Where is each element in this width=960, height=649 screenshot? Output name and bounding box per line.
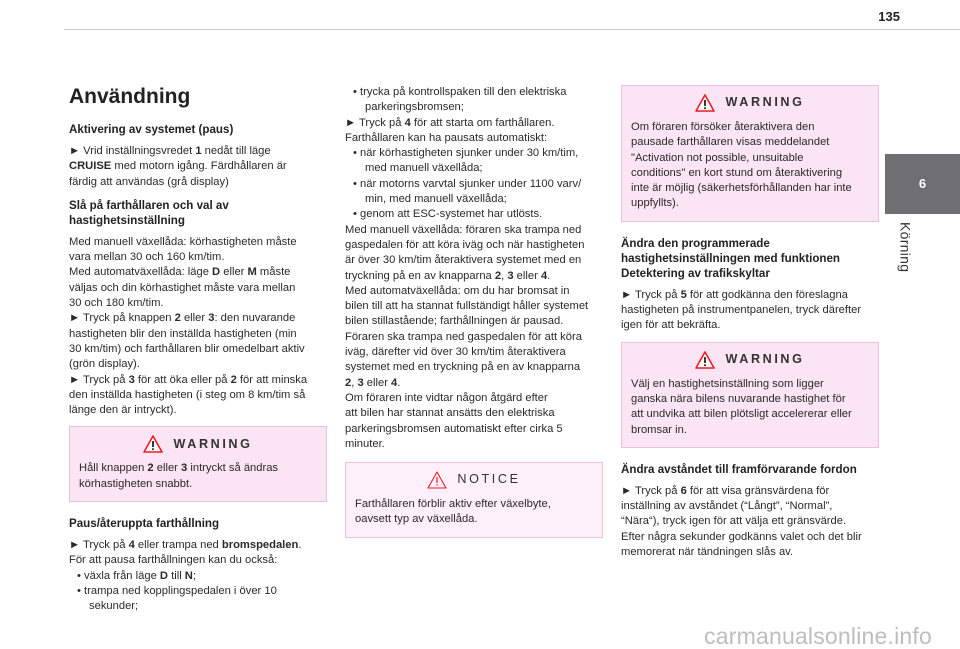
text-segment: med motorn igång. Färdhållaren är: [111, 160, 287, 173]
text-line: [621, 318, 879, 333]
bold-term: 4: [391, 376, 398, 389]
notice-triangle-icon: [427, 471, 447, 489]
warning-title: WARNING: [173, 436, 253, 451]
text-segment: för att godkänna den föreslagna: [686, 288, 848, 301]
bold-term: 4: [128, 539, 135, 552]
text-line: [69, 175, 327, 190]
section-traffic-sign-text: [621, 288, 879, 334]
text-line: [631, 196, 869, 211]
text-segment: Föraren ska trampa ned gaspedalen för att köra: [345, 330, 582, 343]
warning-title: WARNING: [725, 95, 805, 110]
text-segment: bilen till att ha stannat fullständigt håller systemet: [345, 300, 589, 313]
text-segment: pausade farthållaren visas meddelandet: [631, 136, 830, 149]
text-segment: eller trampa ned: [134, 539, 222, 552]
text-line: [345, 422, 603, 437]
text-line: [621, 484, 879, 499]
text-segment: vara mellan 30 och 160 km/tim.: [69, 251, 225, 264]
warning-box: [621, 342, 879, 448]
text-segment: för att starta om farthållaren.: [410, 116, 555, 129]
text-segment: ► Tryck på: [621, 484, 681, 497]
text-line: [345, 376, 603, 391]
text-line: [69, 538, 327, 553]
text-line: [69, 357, 327, 372]
bold-term: 3: [507, 269, 514, 282]
page-title: Användning: [69, 85, 191, 108]
bold-term: 3: [128, 373, 135, 386]
text-segment: bilen stillastående; farthållningen är pausad.: [345, 315, 564, 328]
text-line: [345, 177, 603, 192]
text-segment: måste: [256, 266, 291, 279]
text-segment: Med automatväxellåda: om du har bromsat in: [345, 284, 570, 297]
text-line: [631, 135, 869, 150]
text-line: [69, 311, 327, 326]
text-segment: “Nära“), tryck igen för att välja ett gränsvärde.: [621, 515, 847, 528]
text-segment: för att minska: [236, 373, 308, 386]
text-line: [631, 423, 869, 438]
column-2-text: [345, 85, 603, 452]
text-line: [69, 159, 327, 174]
text-line: [345, 223, 603, 238]
text-line: [69, 569, 327, 584]
section-traffic-sign-title: Ändra den programmerade hastighetsinställningen med funktionen Detektering av trafikskyltar: [621, 236, 841, 280]
notice-line: oavsett typ av växellåda.: [355, 513, 478, 526]
text-segment: hastigheten på instrumentpanelen, tryck därefter: [621, 304, 862, 317]
bold-term: 1: [195, 145, 202, 157]
section-distance-text: [621, 484, 879, 560]
warning-box: [621, 85, 879, 222]
text-line: [79, 461, 317, 476]
text-line: [345, 299, 603, 314]
text-segment: • trycka på kontrollspaken till den elektriska: [353, 86, 567, 98]
text-segment: ► Tryck på: [69, 539, 129, 552]
text-segment: parkeringsbromsen automatiskt efter cirka 5: [345, 422, 563, 435]
text-segment: (grön display).: [69, 358, 140, 371]
text-segment: systemet med en tryckning på en av knapparna: [345, 361, 581, 374]
text-line: [345, 269, 603, 284]
warning-triangle-icon: [143, 435, 163, 453]
text-line: [69, 373, 327, 388]
text-line: [345, 391, 603, 406]
text-segment: : den nuvarande: [214, 312, 296, 325]
text-segment: Välj en hastighetsinställning som ligger: [631, 377, 824, 390]
text-segment: Om föraren inte vidtar någon åtgärd efter: [345, 391, 548, 404]
text-segment: Med manuell växellåda: föraren ska trampa ned: [345, 223, 582, 236]
bold-term: M: [247, 266, 257, 279]
text-segment: med manuell växellåda;: [365, 162, 483, 175]
watermark: carmanualsonline.info: [704, 622, 932, 649]
text-segment: eller: [153, 462, 182, 475]
text-segment: bromsar in.: [631, 423, 687, 436]
text-segment: ;: [192, 569, 196, 582]
text-segment: länge den är intryckt).: [69, 404, 177, 417]
notice-title: NOTICE: [457, 472, 521, 487]
text-line: [631, 377, 869, 392]
text-line: [345, 116, 603, 131]
section-pause-text: [69, 538, 327, 614]
text-line: [345, 131, 603, 146]
chapter-label: Körning: [897, 222, 914, 273]
bold-term: 2: [494, 269, 502, 282]
column-1: [69, 80, 327, 615]
text-segment: är över 30 km/tim återaktivera systemet med en: [345, 254, 582, 267]
text-segment: memorerat när tändningen slås av.: [621, 546, 794, 559]
text-segment: • trampa ned kopplingspedalen i över 10: [77, 584, 277, 597]
text-line: [621, 288, 879, 303]
warning-title: WARNING: [725, 352, 805, 367]
section-pause-title: Paus/återuppta farthållning: [69, 517, 220, 531]
bold-term: 5: [680, 288, 687, 301]
text-line: [345, 437, 603, 452]
text-line: [621, 303, 879, 318]
text-segment: eller: [363, 376, 392, 389]
text-line: [345, 100, 603, 115]
text-line: [621, 530, 879, 545]
text-segment: • när körhastigheten sjunker under 30 km/tim,: [353, 147, 579, 160]
text-segment: körhastigheten snabbt.: [79, 477, 193, 490]
text-line: [621, 499, 879, 514]
bold-term: bromspedalen: [221, 539, 299, 552]
bold-term: D: [159, 569, 168, 582]
text-line: [621, 514, 879, 529]
text-line: [69, 144, 327, 159]
notice-text: [355, 497, 593, 528]
text-segment: sekunder;: [89, 600, 139, 613]
text-segment: ,: [351, 376, 358, 389]
text-segment: uppfyllts).: [631, 197, 679, 210]
text-segment: "Activation not possible, unsuitable: [631, 151, 804, 164]
text-segment: eller: [513, 269, 541, 282]
bold-term: 4: [404, 116, 411, 129]
text-segment: intryckt så ändras: [187, 462, 279, 475]
text-line: [345, 207, 603, 222]
text-line: [345, 345, 603, 360]
text-segment: att bilen har stannat ansätts den elektriska: [345, 407, 555, 420]
bold-term: 6: [680, 484, 687, 497]
text-segment: Med manuell växellåda: körhastigheten måste: [69, 235, 297, 248]
bold-term: 3: [357, 376, 364, 389]
text-line: [79, 477, 317, 492]
text-segment: conditions" en kort stund om återaktivering: [631, 166, 843, 179]
text-segment: till: [168, 569, 185, 582]
notice-box: [345, 462, 603, 538]
warning-triangle-icon: [695, 94, 715, 112]
bold-term: 2: [345, 376, 352, 389]
text-segment: igen för att bekräfta.: [621, 319, 721, 332]
text-segment: färdig att användas (grå display): [69, 175, 229, 188]
section-switch-on-text: [69, 235, 327, 419]
text-line: [345, 360, 603, 375]
text-segment: ► Tryck på knappen: [69, 312, 175, 325]
text-line: [631, 151, 869, 166]
text-line: [345, 146, 603, 161]
text-segment: För att pausa farthållningen kan du också:: [69, 554, 278, 567]
bold-term: CRUISE: [69, 160, 112, 173]
warning-text: [79, 461, 317, 492]
text-line: [631, 166, 869, 181]
bold-term: 2: [174, 312, 181, 325]
text-segment: tryckning på en av knapparna: [345, 269, 495, 282]
text-line: [345, 314, 603, 329]
bold-term: N: [184, 569, 193, 582]
text-segment: .: [397, 376, 401, 389]
notice-line: Farthållaren förblir aktiv efter växelbyte,: [355, 498, 551, 511]
text-segment: för att öka eller på: [134, 373, 231, 386]
text-line: [345, 161, 603, 176]
text-segment: ► Tryck på: [345, 116, 405, 129]
text-segment: Efter några sekunder godkänns valet och det blir: [621, 530, 862, 543]
text-segment: ► Vrid inställningsvredet: [69, 145, 196, 157]
section-activation-text: [69, 144, 327, 190]
warning-box: [69, 426, 327, 502]
text-segment: iväg, därefter vid över 30 km/tim återaktivera: [345, 346, 566, 359]
text-line: [621, 545, 879, 560]
text-segment: nedåt till läge: [201, 145, 271, 157]
text-segment: 30 km/tim) och farthållaren blir omedelbart aktiv: [69, 342, 305, 355]
text-segment: .: [547, 269, 551, 282]
top-rule: [64, 29, 960, 30]
text-segment: eller: [180, 312, 209, 325]
chapter-number: 6: [918, 176, 927, 192]
bold-term: 3: [181, 462, 188, 475]
text-line: [69, 388, 327, 403]
text-segment: .: [298, 539, 302, 552]
text-line: [345, 238, 603, 253]
text-segment: att undvika att bilen plötsligt accelererar eller: [631, 408, 852, 421]
bold-term: D: [212, 266, 221, 279]
text-line: [69, 250, 327, 265]
text-segment: • genom att ESC-systemet har utlösts.: [353, 208, 543, 221]
text-segment: 30 och 180 km/tim.: [69, 297, 164, 310]
text-line: [69, 281, 327, 296]
text-line: [345, 330, 603, 345]
text-line: [631, 181, 869, 196]
warning-text: [631, 377, 869, 438]
text-segment: hastigheten blir den inställda hastigheten (min: [69, 327, 297, 340]
bold-term: 2: [147, 462, 154, 475]
text-line: [69, 599, 327, 614]
bold-term: 4: [540, 269, 548, 282]
text-line: [631, 407, 869, 422]
column-3: [621, 85, 879, 568]
text-line: [69, 584, 327, 599]
text-segment: minuter.: [345, 437, 385, 450]
text-segment: • när motorns varvtal sjunker under 1100 varv/: [353, 177, 582, 190]
text-line: [69, 403, 327, 418]
text-segment: ► Tryck på: [69, 373, 129, 386]
text-line: [345, 85, 603, 100]
text-segment: parkeringsbromsen;: [365, 101, 464, 114]
page-number: 135: [878, 9, 900, 24]
text-segment: • växla från läge: [77, 569, 160, 582]
text-segment: inte är möjlig (säkerhetsförhållanden har inte: [631, 182, 852, 195]
text-line: [69, 296, 327, 311]
warning-text: [631, 120, 869, 212]
text-segment: inställning av avståndet (“Långt”, “Normal”,: [621, 500, 833, 513]
section-switch-on-title: Slå på farthållaren och val av hastighetsinställning: [69, 198, 229, 227]
text-line: [345, 284, 603, 299]
text-segment: ganska nära bilens nuvarande hastighet för: [631, 392, 846, 405]
text-line: [69, 553, 327, 568]
column-2: [345, 85, 603, 552]
text-line: [631, 392, 869, 407]
bold-term: 3: [208, 312, 215, 325]
text-segment: Med automatväxellåda: läge: [69, 266, 213, 279]
text-line: [345, 192, 603, 207]
section-activation-title: Aktivering av systemet (paus): [69, 123, 234, 136]
text-line: [69, 235, 327, 250]
text-segment: för att visa gränsvärdena för: [686, 484, 830, 497]
section-distance-title: Ändra avståndet till framförvarande fordon: [621, 462, 857, 476]
text-line: [631, 120, 869, 135]
text-segment: eller: [220, 266, 248, 279]
warning-triangle-icon: [695, 351, 715, 369]
text-segment: Om föraren försöker återaktivera den: [631, 121, 815, 133]
text-line: [69, 265, 327, 280]
text-line: [69, 327, 327, 342]
text-line: [345, 253, 603, 268]
text-segment: den inställda hastigheten (i steg om 8 km/tim så: [69, 388, 306, 401]
text-segment: väljas och din körhastighet måste vara mellan: [69, 281, 296, 294]
text-segment: gaspedalen för att köra iväg och när hastigheten: [345, 238, 585, 251]
text-segment: min, med manuell växellåda;: [365, 193, 507, 206]
text-segment: ► Tryck på: [621, 288, 681, 301]
text-segment: Farthållaren kan ha pausats automatiskt:: [345, 131, 548, 144]
text-segment: ,: [501, 269, 508, 282]
text-line: [69, 342, 327, 357]
chapter-tab[interactable]: [885, 154, 960, 214]
text-line: [345, 406, 603, 421]
bold-term: 2: [230, 373, 237, 386]
text-segment: Håll knappen: [79, 462, 148, 475]
